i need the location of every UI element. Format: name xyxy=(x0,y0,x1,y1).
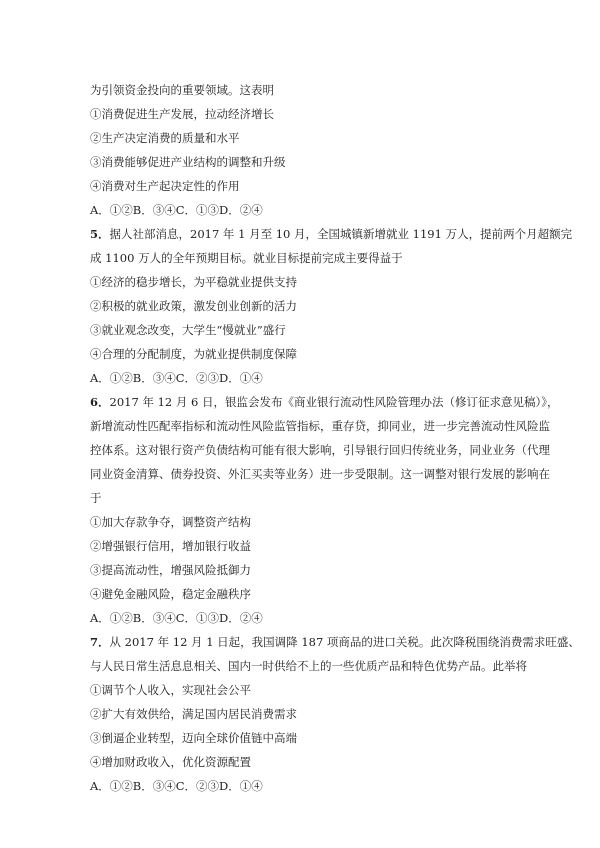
option-2: ②生产决定消费的质量和水平 xyxy=(90,131,240,145)
question-stem-line: 于 xyxy=(90,491,102,505)
option-1: ①调节个人收入，实现社会公平 xyxy=(90,683,251,697)
option-3: ③倒逼企业转型，迈向全球价值链中高端 xyxy=(90,731,297,745)
option-3: ③提高流动性，增强风险抵御力 xyxy=(90,563,251,577)
option-2: ②扩大有效供给，满足国内居民消费需求 xyxy=(90,707,297,721)
question-7 xyxy=(90,630,580,798)
question-number: 6． xyxy=(90,395,110,409)
question-stem-line: 成 1100 万人的全年预期目标。就业目标提前完成主要得益于 xyxy=(90,251,403,265)
question-stem-line xyxy=(90,222,573,246)
question-stem-line: 同业资金清算、债券投资、外汇买卖等业务）进一步受限制。这一调整对银行发展的影响在 xyxy=(90,467,550,481)
question-stem-line: 新增流动性匹配率指标和流动性风险监管指标，重存贷，抑同业，进一步完善流动性风险监 xyxy=(90,419,550,433)
question-5 xyxy=(90,222,573,390)
question-stem-text: 据人社部消息，2017 年 1 月至 10 月，全国城镇新增就业 1191 万人，提前两个月超额完 xyxy=(109,227,573,241)
question-stem-line: 为引领资金投向的重要领域。这表明 xyxy=(90,83,274,97)
question-stem-line xyxy=(90,630,580,654)
question-6 xyxy=(90,390,559,630)
question-4 xyxy=(90,78,520,222)
question-stem-text: 从 2017 年 12 月 1 日起，我国调降 187 项商品的进口关税。此次降税围绕消费需求旺盛、 xyxy=(109,635,580,649)
answer-choices: A．①②B．③④C．②③D．①④ xyxy=(90,779,263,793)
option-4: ④合理的分配制度，为就业提供制度保障 xyxy=(90,347,297,361)
option-1: ①消费促进生产发展，拉动经济增长 xyxy=(90,107,274,121)
option-2: ②增强银行信用，增加银行收益 xyxy=(90,539,251,553)
question-stem-line: 控体系。这对银行资产负债结构可能有很大影响，引导银行回归传统业务，同业业务（代理 xyxy=(90,443,550,457)
option-1: ①经济的稳步增长，为平稳就业提供支持 xyxy=(90,275,297,289)
option-2: ②积极的就业政策，激发创业创新的活力 xyxy=(90,299,297,313)
option-3: ③就业观念改变，大学生“慢就业”盛行 xyxy=(90,323,286,337)
question-stem-text: 2017 年 12 月 6 日，银监会发布《商业银行流动性风险管理办法（修订征求意见稿）》， xyxy=(109,395,559,409)
question-stem-line: 与人民日常生活息息相关、国内一时供给不上的一些优质产品和特色优势产品。此举将 xyxy=(90,659,527,673)
option-4: ④增加财政收入，优化资源配置 xyxy=(90,755,251,769)
question-number: 7． xyxy=(90,635,110,649)
question-list xyxy=(90,78,580,798)
option-4: ④消费对生产起决定性的作用 xyxy=(90,179,240,193)
option-4: ④避免金融风险，稳定金融秩序 xyxy=(90,587,251,601)
answer-choices: A．①②B．③④C．①③D．②④ xyxy=(90,611,263,625)
answer-choices: A．①②B．③④C．②③D．①④ xyxy=(90,371,263,385)
question-number: 5． xyxy=(90,227,110,241)
option-3: ③消费能够促进产业结构的调整和升级 xyxy=(90,155,286,169)
question-stem-line xyxy=(90,390,559,414)
answer-choices: A．①②B．③④C．①③D．②④ xyxy=(90,203,263,217)
option-1: ①加大存款争夺，调整资产结构 xyxy=(90,515,251,529)
